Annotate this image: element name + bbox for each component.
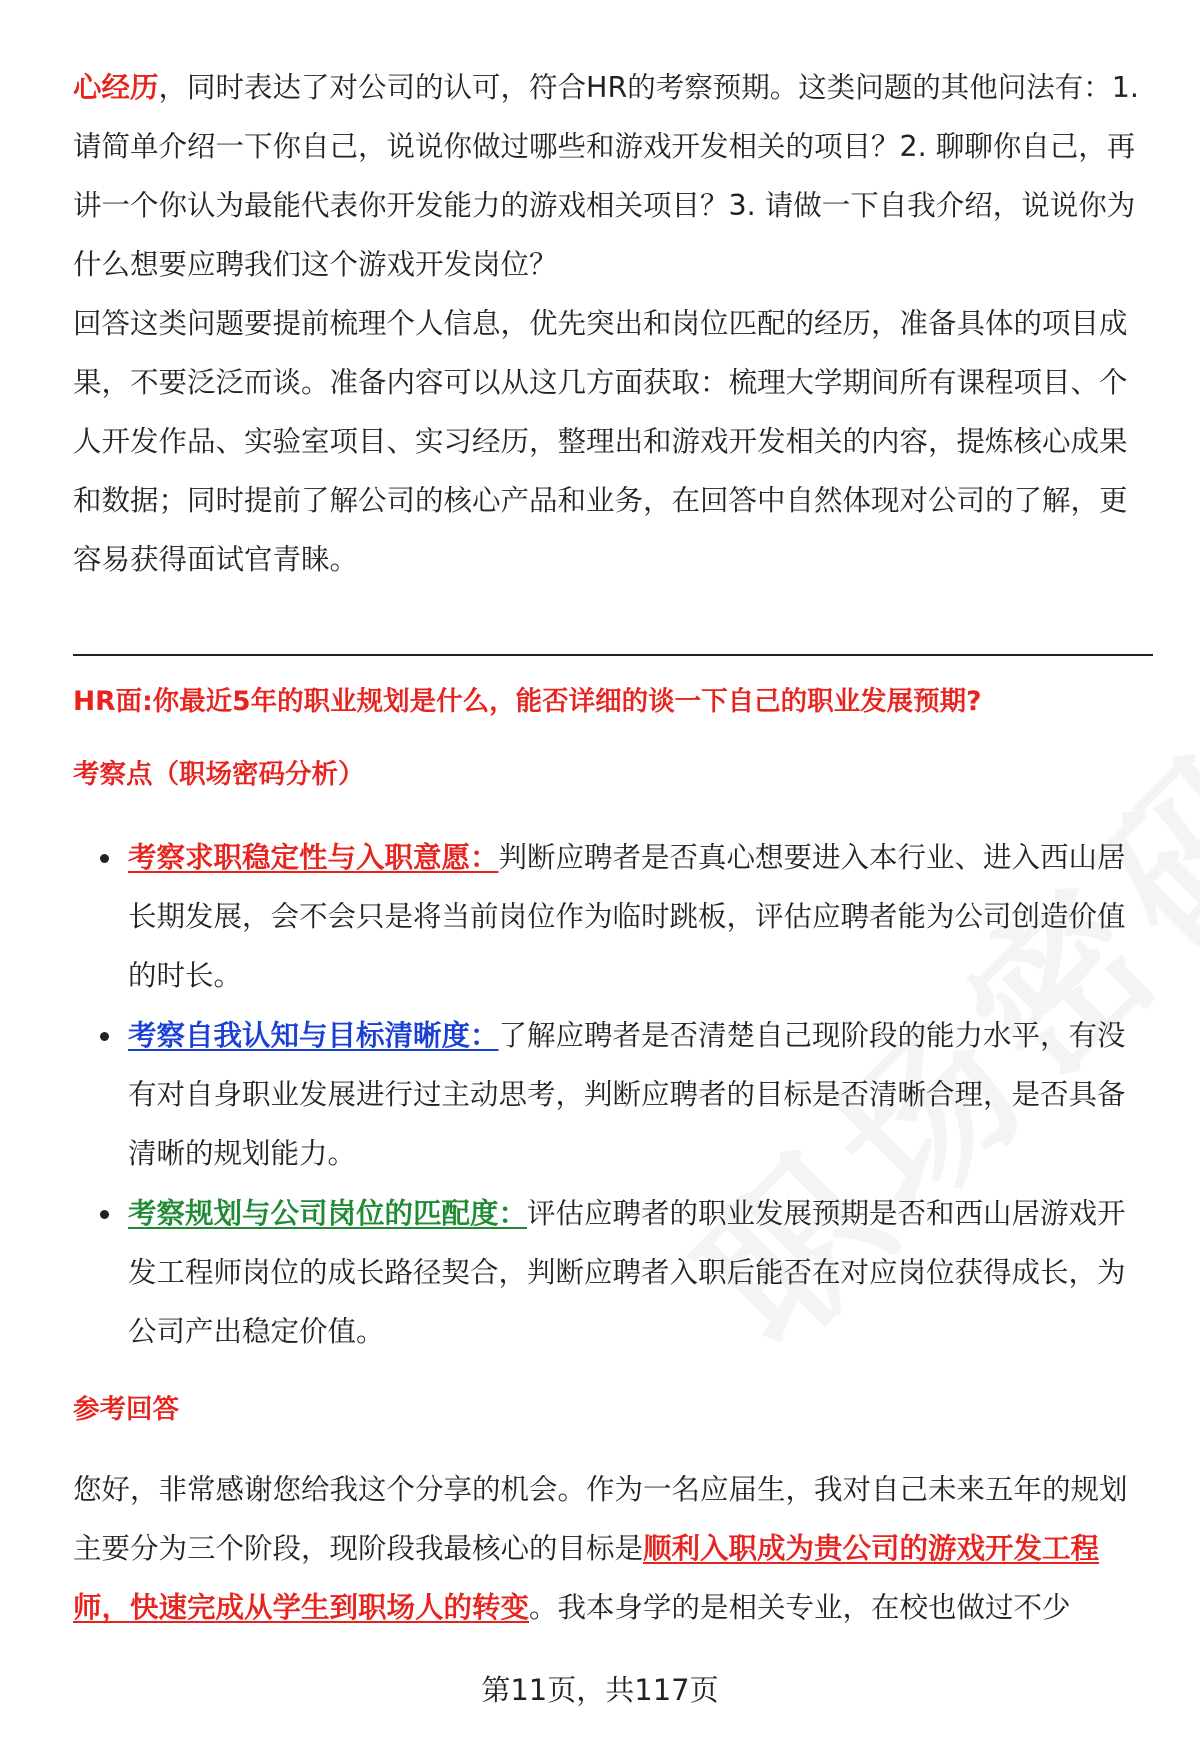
top-paragraph (73, 58, 1153, 294)
bullet-dot-icon (100, 1032, 109, 1041)
advice-paragraph: 回答这类问题要提前梳理个人信息，优先突出和岗位匹配的经历，准备具体的项目成果，不要泛泛而谈。准备内容可以从这几方面获取：梳理大学期间所有课程项目、个人开发作品、实验室项目、实习经历，整理出和游戏开发相关的内容，提炼核心成果和数据；同时提前了解公司的核心产品和业务，在回答中自然体现对公司的了解，更容易获得面试官青睐。 (73, 307, 1128, 576)
top-paragraph-text: ，同时表达了对公司的认可，符合HR的考察预期。这类问题的其他问法有：1. 请简单介绍一下你自己，说说你做过哪些和游戏开发相关的项目？2. 聊聊你自己，再讲一个你认为最能代表你开发能力的游戏相关项目？3. 请做一下自我介绍，说说你为什么想要应聘我们这个游戏开发岗位？ (73, 71, 1139, 281)
bullet-label: 考察规划与公司岗位的匹配度： (128, 1197, 528, 1230)
bullet-dot-icon (100, 854, 109, 863)
bullet-label: 考察自我认知与目标清晰度： (128, 1019, 499, 1052)
page-number: 第11页，共117页 (481, 1673, 719, 1707)
list-item (73, 1184, 1153, 1361)
bullet-dot-icon (100, 1210, 109, 1219)
answer-text-before: 您好，非常感谢您给我这个分享的机会。作为一名应届生，我对自己未来五年的规划主要分为三个阶段，现阶段我最核心的目标是 (73, 1473, 1128, 1565)
analysis-list (73, 828, 1153, 1362)
question-title: HR面:你最近5年的职业规划是什么，能否详细的谈一下自己的职业发展预期? (73, 686, 982, 717)
bullet-label: 考察求职稳定性与入职意愿： (128, 841, 499, 874)
analysis-heading: 考察点（职场密码分析） (73, 759, 365, 790)
section-divider (73, 654, 1153, 656)
bullet-text: 判断应聘者是否真心想要进入本行业、进入西山居长期发展，会不会只是将当前岗位作为临时跳板，评估应聘者能为公司创造价值的时长。 (128, 841, 1126, 992)
reference-heading: 参考回答 (73, 1394, 179, 1425)
top-section (73, 58, 1153, 589)
lead-highlight: 心经历 (73, 71, 159, 104)
list-item (73, 1006, 1153, 1183)
list-item (73, 828, 1153, 1005)
bullet-text: 评估应聘者的职业发展预期是否和西山居游戏开发工程师岗位的成长路径契合，判断应聘者入职后能否在对应岗位获得成长，为公司产出稳定价值。 (128, 1197, 1126, 1348)
answer-section (73, 1460, 1153, 1637)
answer-paragraph (73, 1460, 1153, 1637)
answer-text-after: 。我本身学的是相关专业，在校也做过不少 (529, 1591, 1071, 1624)
answer-highlight: 顺利入职成为贵公司的游戏开发工程师，快速完成从学生到职场人的转变 (73, 1532, 1100, 1624)
bullet-text: 了解应聘者是否清楚自己现阶段的能力水平，有没有对自身职业发展进行过主动思考，判断应聘者的目标是否清晰合理，是否具备清晰的规划能力。 (128, 1019, 1126, 1170)
